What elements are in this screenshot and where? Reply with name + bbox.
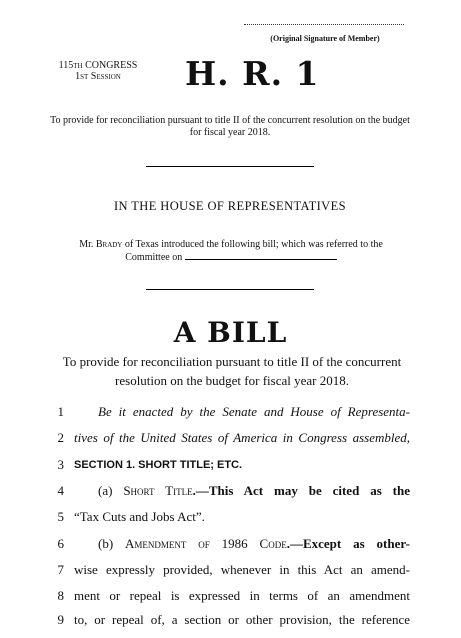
line-text: to, or repeal of, a section or other provision, the reference [74, 612, 410, 627]
line-text: “Tax Cuts and Jobs Act”. [74, 509, 205, 524]
subsection-label: (b) [98, 536, 126, 551]
line-text [74, 483, 410, 499]
line-text: wise expressly provided, whenever in this Act an amend- [74, 562, 410, 577]
subsection-caption: Short Title [123, 483, 193, 498]
bill-line [0, 562, 461, 588]
caption-dash: .—Except as other- [286, 536, 410, 551]
bill-heading: A BILL [173, 316, 288, 349]
caption-dash: .—This Act may be cited as the [192, 483, 410, 498]
signature-line [244, 24, 404, 25]
introduction-text [50, 238, 412, 264]
congress-label: 115th CONGRESS [58, 60, 138, 71]
line-number: 5 [57, 509, 64, 524]
divider-top [146, 166, 314, 167]
line-number: 1 [57, 404, 64, 419]
line-number: 8 [57, 588, 64, 603]
bill-line [0, 457, 461, 483]
line-number: 9 [57, 612, 64, 627]
line-text: tives of the United States of America in Congress assembled, [74, 430, 410, 445]
subsection-label: (a) [98, 483, 124, 498]
bill-line [0, 509, 461, 535]
line-text: ment or repeal is expressed in terms of an amendment [74, 588, 410, 603]
session-label: 1st Session [75, 71, 121, 82]
intro-prefix: Mr. [79, 239, 96, 250]
line-text: Be it enacted by the Senate and House of Representa- [98, 404, 410, 419]
subsection-caption: Amendment of 1986 Code [125, 536, 287, 551]
line-number: 7 [57, 562, 64, 577]
bill-line [0, 612, 461, 638]
bill-line [0, 536, 461, 562]
committee-blank-line [185, 251, 337, 260]
line-number: 3 [57, 457, 64, 472]
line-number: 6 [57, 536, 64, 551]
signature-label: (Original Signature of Member) [270, 34, 380, 43]
line-number: 4 [57, 483, 64, 498]
bill-line [0, 588, 461, 614]
divider-bottom [146, 289, 314, 290]
section-heading: SECTION 1. SHORT TITLE; ETC. [74, 459, 243, 471]
bill-number: H. R. 1 [185, 54, 320, 93]
main-purpose: To provide for reconciliation pursuant to title II of the concurrent resolution on the budget for fiscal year 2018. [62, 354, 402, 388]
short-purpose: To provide for reconciliation pursuant to title II of the concurrent resolution on the budget for fiscal year 2018. [50, 115, 410, 138]
congress-session-block [38, 60, 158, 82]
bill-line [0, 430, 461, 456]
sponsor-name: Brady [95, 239, 123, 250]
committee-prefix: Committee on [125, 252, 185, 263]
chamber-heading: IN THE HOUSE OF REPRESENTATIVES [113, 199, 346, 213]
line-text [74, 536, 410, 552]
bill-line [0, 404, 461, 430]
intro-middle: of Texas introduced the following bill; which was referred to the [122, 239, 383, 250]
bill-line [0, 483, 461, 509]
line-number: 2 [57, 430, 64, 445]
